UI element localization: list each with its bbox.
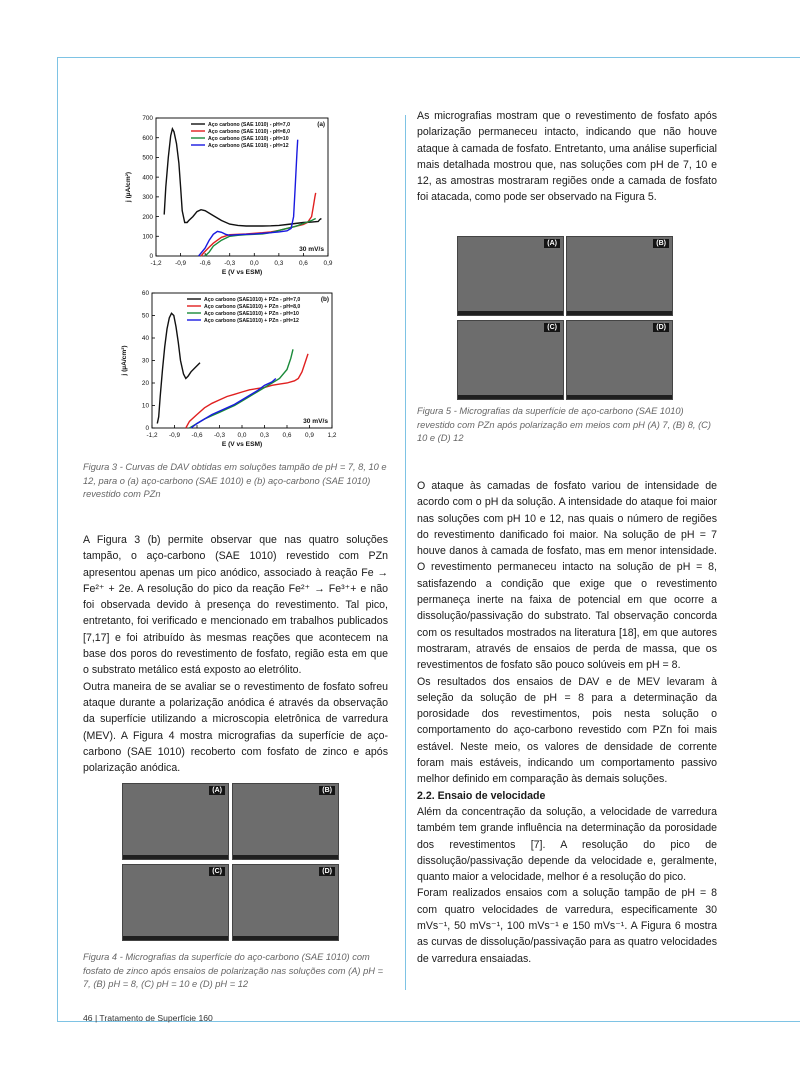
x-axis-label: E (V vs ESM)	[221, 269, 263, 276]
x-axis-label: E (V vs ESM)	[221, 441, 263, 448]
legend-entry: Aço carbono (SAE1010) + PZn - pH=12	[204, 318, 299, 324]
x-tick-label: -0,9	[168, 432, 181, 439]
left-column-text	[83, 532, 388, 776]
x-tick-label: -0,6	[191, 432, 203, 439]
y-tick-label: 40	[141, 335, 149, 343]
x-tick-label: 0,0	[249, 260, 259, 267]
right-column-main-text	[417, 478, 717, 967]
micrograph-info-bar	[123, 855, 228, 859]
figure3-caption: Figura 3 - Curvas de DAV obtidas em soluções tampão de pH = 7, 8, 10 e 12, para o (a) aço-carbono (SAE 1010) e (b) aço-carbono (SAE 1010) revestido com PZn	[83, 462, 387, 499]
figure4-micrograph-b	[232, 783, 339, 860]
x-tick-label: 0,3	[260, 432, 269, 439]
right-column-top-text	[417, 108, 717, 206]
y-tick-label: 0	[149, 253, 153, 261]
figure4-micrograph-c	[122, 864, 229, 941]
legend-entry: Aço carbono (SAE1010) + PZn - pH=7,0	[204, 297, 301, 303]
micrograph-label: (A)	[544, 239, 560, 248]
y-tick-label: 10	[141, 402, 149, 410]
y-tick-label: 300	[142, 194, 153, 202]
panel-tag: (b)	[320, 296, 329, 303]
figure3-chart-b	[110, 287, 345, 455]
legend-entry: Aço carbono (SAE 1010) - pH=7,0	[208, 122, 291, 128]
x-tick-label: -0,6	[199, 260, 211, 267]
paragraph: Outra maneira de se avaliar se o revestimento de fosfato sofreu ataque durante a polarização anódica é através da observação da superfície utilizando a microscopia eletrônica de varredura (MEV). A Figura 4 mostra micrografias da superfície de aço-carbono (SAE 1010) recoberto com fosfato de zinco e após polarização anódica.	[83, 680, 388, 775]
scan-rate-label: 30 mV/s	[303, 418, 328, 425]
x-tick-label: 0,6	[282, 432, 292, 439]
micrograph-label: (B)	[319, 786, 335, 795]
figure5-micrograph-b	[566, 236, 673, 316]
series-line	[199, 140, 298, 256]
column-divider	[405, 115, 406, 990]
legend-entry: Aço carbono (SAE 1010) - pH=12	[208, 143, 289, 149]
figure4-caption: Figura 4 - Micrografias da superfície do aço-carbono (SAE 1010) com fosfato de zinco após ensaios de polarização nas soluções com (A) pH = 7, (B) pH = 8, (C) pH = 10 e (D) pH = 12	[83, 952, 383, 989]
legend-entry: Aço carbono (SAE1010) + PZn - pH=10	[204, 311, 299, 317]
micrograph-info-bar	[458, 395, 563, 399]
micrograph-label: (D)	[319, 867, 335, 876]
x-tick-label: -0,3	[224, 260, 236, 267]
legend-entry: Aço carbono (SAE 1010) - pH=8,0	[208, 129, 291, 135]
y-tick-label: 400	[142, 174, 153, 182]
x-tick-label: 1,2	[327, 432, 337, 439]
y-tick-label: 200	[142, 213, 153, 221]
series-line	[157, 313, 200, 423]
figure5-caption: Figura 5 - Micrografias da superfície de aço-carbono (SAE 1010) revestido com PZn após polarização em meios com pH (A) 7, (B) 8, (C) 10 e (D) 12	[417, 406, 711, 443]
x-tick-label: 0,3	[274, 260, 284, 267]
page-footer: 46 | Tratamento de Superfície 160	[83, 1013, 213, 1023]
micrograph-info-bar	[233, 936, 338, 940]
paragraph: Os resultados dos ensaios de DAV e de MEV levaram à seleção da solução de pH = 8 para a determinação da porosidade dos revestimentos, pois nesta solução o comportamento do aço-carbono revestido com PZn foi mais estável. Neste meio, os valores de densidade de corrente foram mais estáveis, indicando um comportamento passivo melhor definido em comparação às demais soluções.	[417, 675, 717, 786]
y-tick-label: 600	[142, 134, 153, 142]
legend-entry: Aço carbono (SAE 1010) - pH=10	[208, 136, 289, 142]
figure5-micrograph-d	[566, 320, 673, 400]
figure4-micrograph-a	[122, 783, 229, 860]
figure4-micrograph-d	[232, 864, 339, 941]
x-tick-label: -1,2	[146, 432, 158, 439]
paragraph: A Figura 3 (b) permite observar que nas quatro soluções tampão, o aço-carbono (SAE 1010) revestido com PZn apresentou apenas um pico anódico, associado à reação Fe → Fe²⁺ + 2e. A resolução do pico da reação Fe²⁺ → Fe³⁺+ e não foi observada devido à presença do revestimento. Tal pico, entretanto, foi verificado e mencionado em trabalhos publicados [7,17] e foi atribuído às mesmas reações que acontecem na base dos poros do revestimento de fosfato, região esta em que o substrato metálico está exposto ao eletrólito.	[83, 534, 388, 677]
micrograph-info-bar	[233, 855, 338, 859]
x-tick-label: -1,2	[150, 260, 162, 267]
y-tick-label: 100	[142, 233, 153, 241]
scan-rate-label: 30 mV/s	[299, 246, 324, 253]
y-tick-label: 30	[141, 357, 149, 365]
section-heading: 2.2. Ensaio de velocidade	[417, 789, 546, 802]
x-tick-label: 0,6	[298, 260, 308, 267]
y-tick-label: 700	[142, 115, 153, 123]
y-tick-label: 0	[145, 425, 149, 433]
series-line	[190, 349, 294, 428]
y-tick-label: 50	[141, 312, 149, 320]
figure5-micrograph-a	[457, 236, 564, 316]
x-tick-label: 0,9	[305, 432, 314, 439]
paragraph: As micrografias mostram que o revestimento de fosfato após polarização permaneceu intacto, indicando que não houve ataque à camada de fosfato. Entretanto, uma análise superficial mais detalhada mostrou que, nas soluções com pH de 7, 10 e 12, as amostras mostraram regiões onde a camada de fosfato foi atacada, como pode ser observado na Figura 5.	[417, 110, 717, 204]
micrograph-info-bar	[567, 395, 672, 399]
x-tick-label: 0,9	[323, 260, 333, 267]
paragraph: O ataque às camadas de fosfato variou de intensidade de acordo com o pH da solução. A intensidade do ataque foi maior nas soluções com pH 10 e 12, nas quais o número de regiões do revestimento danificado foi maior. Na solução de pH = 7 houve danos à camada de fosfato, mas em menor intensidade. O revestimento permaneceu intacto na solução de pH = 8, satisfazendo a condição que exige que o revestimento permaneça inerte na faixa de potencial em que ocorre a dissolução/passivação do substrato. Tal observação concorda com os resultados mostrados na literatura [18], em que autores mostraram, através de ensaios de perda de massa, que os revestimentos de fosfato são pouco solúveis em pH = 8.	[417, 480, 717, 672]
micrograph-label: (B)	[653, 239, 669, 248]
series-line	[186, 354, 308, 428]
micrograph-info-bar	[567, 311, 672, 315]
legend-entry: Aço carbono (SAE1010) + PZn - pH=8,0	[204, 304, 301, 310]
figure5-micrograph-c	[457, 320, 564, 400]
x-tick-label: 0,0	[237, 432, 247, 439]
y-tick-label: 20	[141, 380, 149, 388]
micrograph-info-bar	[123, 936, 228, 940]
micrograph-info-bar	[458, 311, 563, 315]
micrograph-label: (C)	[544, 323, 560, 332]
series-line	[191, 379, 276, 429]
y-tick-label: 500	[142, 154, 153, 162]
panel-tag: (a)	[317, 121, 325, 128]
y-axis-label: j (µA/cm²)	[121, 345, 128, 376]
micrograph-label: (A)	[209, 786, 225, 795]
y-tick-label: 60	[141, 290, 149, 298]
paragraph: Além da concentração da solução, a velocidade de varredura também tem grande influência na determinação da porosidade dos revestimentos [7]. A resolução do pico de dissolução/passivação depende da velocidade e, geralmente, quanto maior a velocidade, melhor é a resolução do pico.	[417, 805, 717, 884]
micrograph-label: (C)	[209, 867, 225, 876]
micrograph-label: (D)	[653, 323, 669, 332]
paragraph: Foram realizados ensaios com a solução tampão de pH = 8 com quatro velocidades de varredura, especificamente 30 mVs⁻¹, 50 mVs⁻¹, 100 mVs⁻¹ e 150 mVs⁻¹. A Figura 6 mostra as curvas de dissolução/passivação para as quatro velocidades de varredura ensaiadas.	[417, 887, 717, 965]
x-tick-label: -0,3	[213, 432, 226, 439]
y-axis-label: j (µA/cm²)	[125, 171, 132, 203]
x-tick-label: -0,9	[175, 260, 187, 267]
figure3-chart-a	[110, 110, 345, 282]
